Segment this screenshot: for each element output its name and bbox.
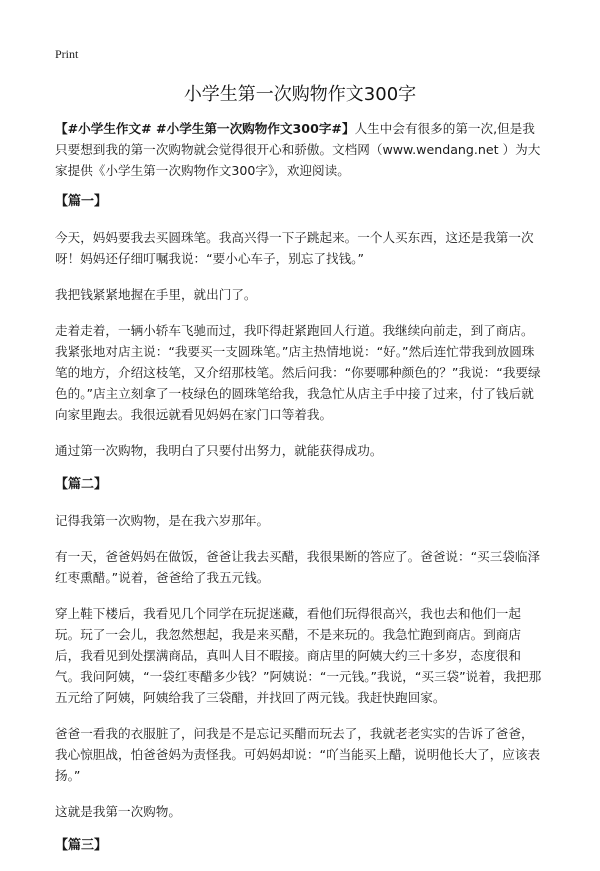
article-body (55, 118, 545, 871)
paragraph: 这就是我第一次购物。 (55, 804, 181, 819)
paragraph: 记得我第一次购物，是在我六岁那年。 (55, 513, 270, 528)
intro-paragraph (55, 118, 545, 181)
paragraph: 穿上鞋下楼后，我看见几个同学在玩捉迷藏，看他们玩得很高兴，我也去和他们一起玩。玩了一会儿，我忽然想起，我是来买醋，不是来玩的。我急忙跑到商店。到商店后，我看见到处摆满商品，真叫人目不暇接。商店里的阿姨大约三十多岁，态度很和气。我问阿姨，“一袋红枣醋多少钱？”阿姨说：“一元钱。”我说，“买三袋”说着，我把那五元给了阿姨，阿姨给我了三袋醋，并找回了两元钱。我赶快跑回家。 (55, 606, 542, 705)
paragraph: 通过第一次购物，我明白了只要付出努力，就能获得成功。 (55, 443, 383, 458)
paragraph: 有一天，爸爸妈妈在做饭，爸爸让我去买醋，我很果断的答应了。爸爸说：“买三袋临泽红枣熏醋。”说着，爸爸给了我五元钱。 (55, 549, 541, 585)
section-heading: 【篇一】 (55, 194, 108, 209)
section-heading: 【篇三】 (55, 838, 108, 853)
paragraph: 今天，妈妈要我去买圆珠笔。我高兴得一下子跳起来。一个人买东西，这还是我第一次呀！妈妈还仔细叮嘱我说：“要小心车子，别忘了找钱。” (55, 230, 534, 266)
page-title: 小学生第一次购物作文300字 (183, 84, 417, 105)
section-heading: 【篇二】 (55, 477, 108, 492)
paragraph: 走着走着，一辆小轿车飞驰而过，我吓得赶紧跑回人行道。我继续向前走，到了商店。我紧张地对店主说：“我要买一支圆珠笔。”店主热情地说：“好。”然后连忙带我到放圆珠笔的地方，介绍这枝笔，又介绍那枝笔。然后问我：“你要哪种颜色的？”我说：“我要绿色的。”店主立刻拿了一枝绿色的圆珠笔给我，我急忙从店主手中接了过来，付了钱后就向家里跑去。我很远就看见妈妈在家门口等着我。 (55, 323, 541, 422)
paragraph: 我把钱紧紧地握在手里，就出门了。 (55, 287, 257, 302)
intro-tags: 【#小学生作文# #小学生第一次购物作文300字#】 (55, 121, 355, 136)
intro-text: 人生中会有很多的第一次,但是我只要想到我的第一次购物就会觉得很开心和骄傲。文档网（www.wendang.net ）为大家提供《小学生第一次购物作文300字》，欢迎阅读。 (55, 121, 541, 178)
print-link[interactable]: Print (55, 47, 79, 61)
paragraph: 爸爸一看我的衣服脏了，问我是不是忘记买醋而玩去了，我就老老实实的告诉了爸爸，我心惊胆战，怕爸爸妈为责怪我。可妈妈却说：“吖当能买上醋，说明他长大了，应该表扬。” (55, 726, 541, 783)
